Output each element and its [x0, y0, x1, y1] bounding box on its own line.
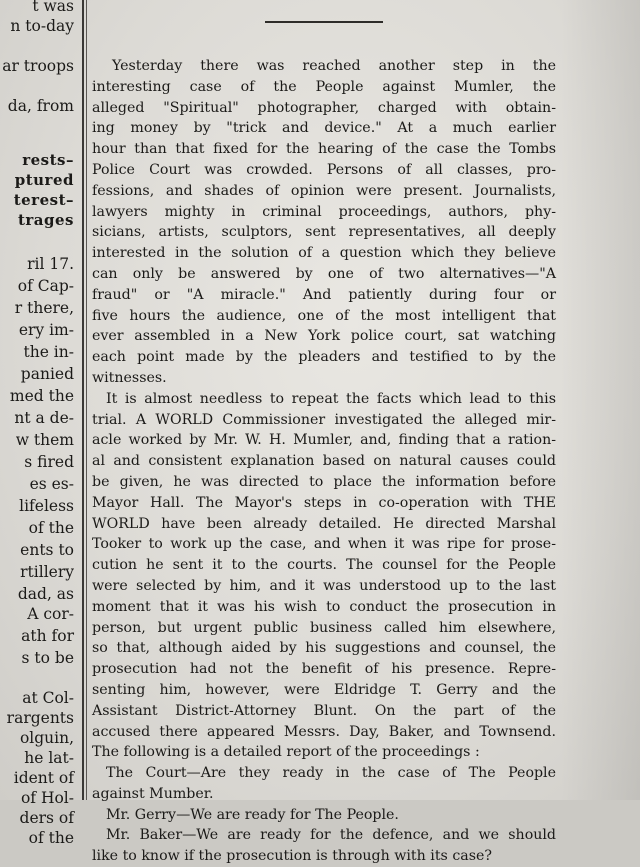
article-line: Police Court was crowded. Persons of all classes, pro- [92, 161, 556, 178]
article-line: ing money by "trick and device." At a much earlier [92, 120, 556, 137]
left-column-line: ents to [20, 541, 74, 559]
left-column-line: w them [15, 431, 74, 449]
article-line: lawyers mighty in criminal proceedings, authors, phy- [92, 203, 556, 220]
left-column-line: lifeless [19, 497, 74, 515]
left-column-line: he lat- [24, 749, 74, 767]
article-line: trial. A WORLD Commissioner investigated the alleged mir- [92, 411, 556, 428]
left-column-line: ath for [21, 627, 74, 645]
article-line: interesting case of the People against Mumler, the [92, 78, 556, 95]
article-line: Assistant District-Attorney Blunt. On the part of the [92, 702, 556, 719]
left-column-line: da, from [7, 97, 74, 115]
left-column-line: med the [9, 387, 74, 405]
article-line: accused there appeared Messrs. Day, Baker, and Townsend. [92, 723, 556, 740]
left-column-line: panied [20, 365, 74, 383]
left-column-line: olguin, [19, 729, 74, 747]
left-column-line: of Cap- [17, 277, 74, 295]
article-line: five hours the audience, one of the most intelligent that [92, 307, 556, 324]
left-column-line: ril 17. [27, 255, 74, 273]
article-line: Yesterday there was reached another step in the [112, 58, 556, 74]
article-line: Tooker to work up the case, and when it was ripe for prose- [92, 536, 556, 553]
left-column-line: ptured [14, 171, 74, 189]
left-column-line: nt a de- [14, 409, 74, 427]
left-column-line: rargents [6, 709, 74, 727]
article-line: acle worked by Mr. W. H. Mumler, and, finding that a ration- [92, 432, 556, 449]
left-column-line: of the [28, 829, 74, 847]
left-column-line: of Hol- [20, 789, 74, 807]
article-line: hour than that fixed for the hearing of the case the Tombs [92, 141, 556, 158]
article-line: sicians, artists, sculptors, sent representatives, all deeply [92, 224, 556, 241]
article-line: senting him, however, were Eldridge T. Gerry and the [92, 681, 556, 698]
article-line: be given, he was directed to place the information before [92, 473, 556, 490]
left-column-line: dad, as [17, 585, 74, 603]
article-line: alleged "Spiritual" photographer, charged with obtain- [92, 99, 556, 116]
column-rule-inner [86, 0, 87, 800]
left-column-line: s to be [21, 649, 74, 667]
article-line: prosecution had not the benefit of his presence. Repre- [92, 661, 556, 678]
article-line: fraud" or "A miracle." And patiently during four or [92, 286, 556, 303]
article-line: The Court—Are they ready in the case of The People [106, 765, 556, 782]
left-column-line: ar troops [2, 57, 74, 75]
article-line: each point made by the pleaders and testified to by the [92, 349, 556, 366]
article-line: Mr. Gerry—We are ready for The People. [106, 806, 399, 823]
article-line: ever assembled in a New York police court, sat watching [92, 328, 556, 345]
article-line: fessions, and shades of opinion were present. Journalists, [92, 182, 556, 199]
article-line: interested in the solution of a question which they believe [92, 245, 556, 262]
left-column-line: at Col- [22, 689, 74, 707]
section-divider [265, 21, 383, 23]
article-line: Mr. Baker—We are ready for the defence, and we should [106, 827, 556, 844]
left-column-line: the in- [23, 343, 74, 361]
article-line: against Mumber. [92, 785, 214, 802]
article-line: Mayor Hall. The Mayor's steps in co-operation with THE [92, 494, 556, 511]
left-column [0, 0, 76, 847]
article-line: WORLD have been already detailed. He directed Marshal [92, 515, 556, 532]
article-line: person, but urgent public business called him elsewhere, [92, 619, 556, 636]
left-column-line: ders of [19, 809, 74, 827]
article-line: so that, although aided by his suggestions and counsel, the [92, 640, 556, 657]
left-column-line: es es- [29, 475, 74, 493]
left-column-line: ery im- [18, 321, 74, 339]
article-line: al and consistent explanation based on natural causes could [92, 453, 556, 470]
article-line: like to know if the prosecution is through with its case? [92, 848, 493, 865]
left-column-line: ident of [13, 769, 74, 787]
page-edge-shadow [560, 0, 640, 800]
left-column-line: s fired [24, 453, 74, 471]
article-line: cution he sent it to the courts. The counsel for the People [92, 557, 556, 574]
article-column [92, 56, 556, 867]
left-column-line: r there, [14, 299, 74, 317]
article-line: It is almost needless to repeat the facts which lead to this [106, 390, 556, 407]
article-line: witnesses. [92, 369, 167, 386]
left-column-line: A cor- [27, 605, 74, 623]
left-column-line: terest– [13, 191, 74, 209]
left-column-line: of the [28, 519, 74, 537]
article-line: were selected by him, and it was understood up to the last [92, 577, 556, 594]
article-line: moment that it was his wish to conduct the prosecution in [92, 598, 556, 615]
article-line: The following is a detailed report of the proceedings : [92, 744, 480, 761]
left-column-line: t was [32, 0, 74, 15]
left-column-line: rests– [22, 151, 74, 169]
article-line: can only be answered by one of two alternatives—"A [92, 265, 556, 282]
left-column-line: n to-day [10, 17, 74, 35]
column-rule [82, 0, 84, 800]
left-column-line: trages [17, 211, 74, 229]
left-column-line: rtillery [20, 563, 74, 581]
